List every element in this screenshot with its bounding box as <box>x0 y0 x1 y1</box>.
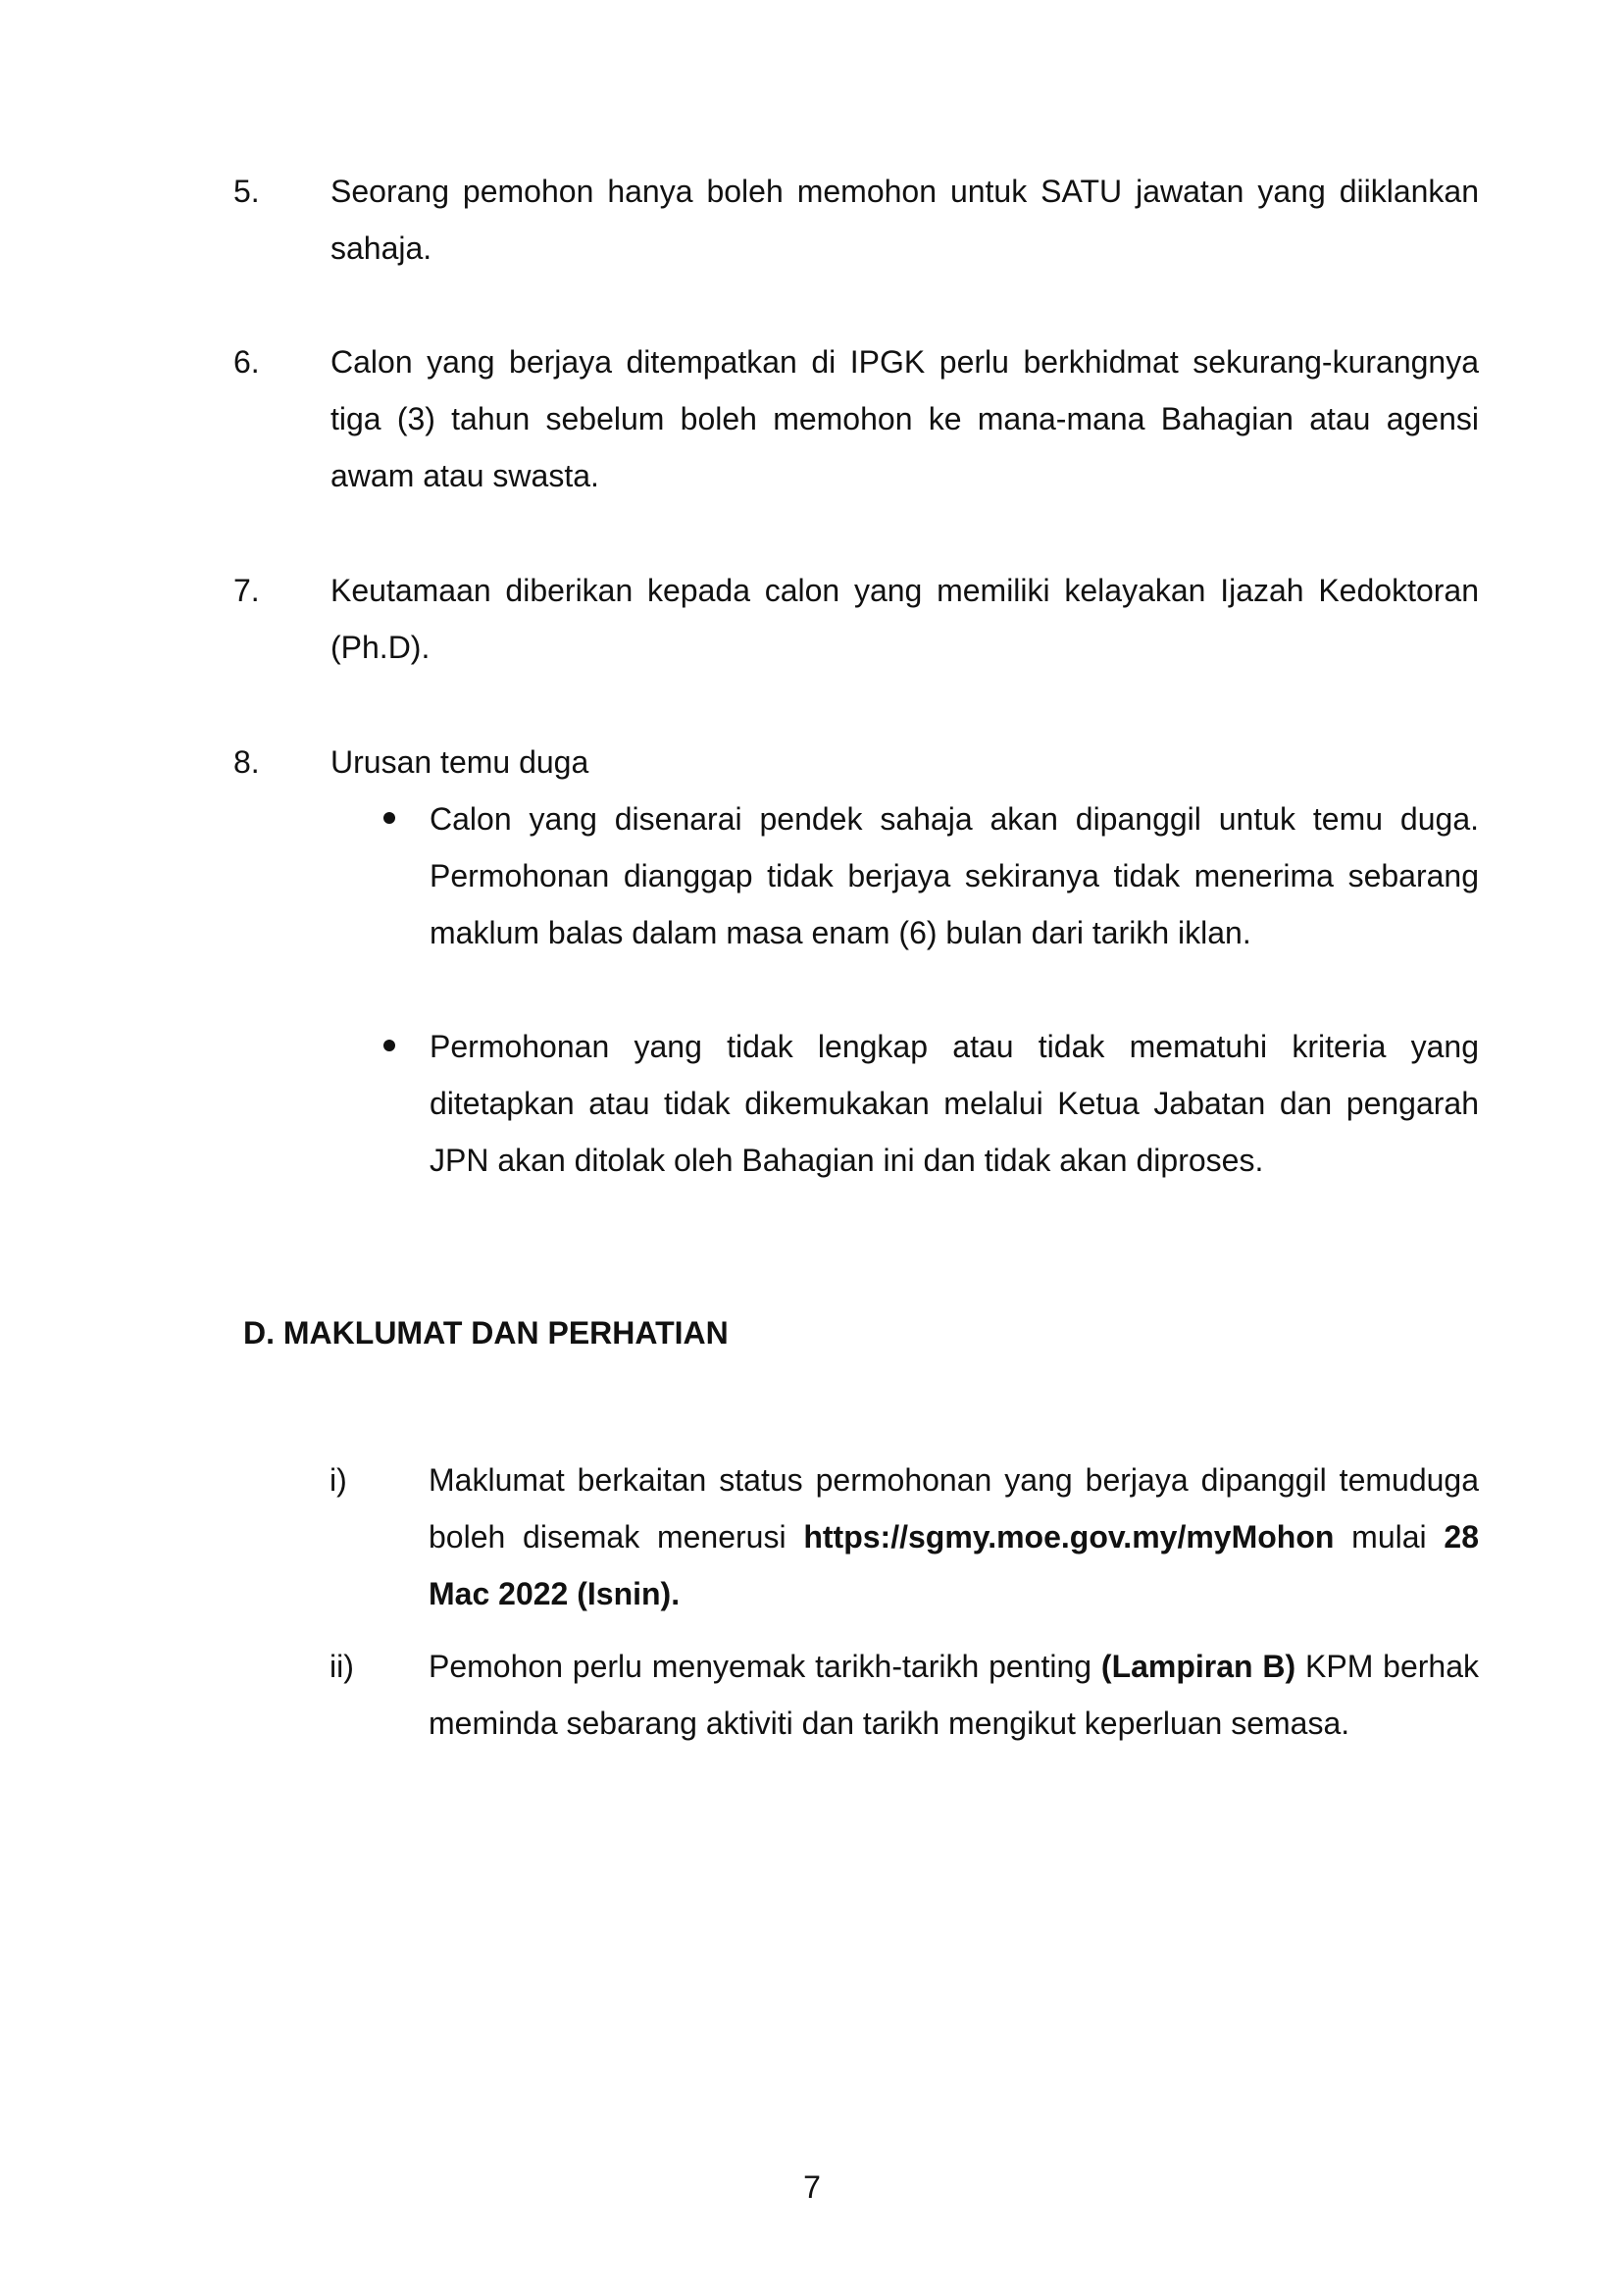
bullet-text: Calon yang disenarai pendek sahaja akan dipanggil untuk temu duga. Permohonan dianggap tidak berjaya sekiranya tidak menerima sebarang maklum balas dalam masa enam (6) bulan dari tarikh iklan. <box>430 801 1479 950</box>
list-item-6 <box>233 333 1479 504</box>
item-text: Keutamaan diberikan kepada calon yang memiliki kelayakan Ijazah Kedoktoran (Ph.D). <box>330 573 1479 665</box>
sub-item-number: i) <box>330 1462 347 1498</box>
reference-text: (Lampiran B) <box>1100 1649 1296 1684</box>
text-segment: KPM berhak meminda sebarang aktiviti dan tarikh mengikut keperluan semasa. <box>429 1649 1480 1741</box>
url-text: https://sgmy.moe.gov.my/myMohon <box>803 1519 1335 1555</box>
list-item-8 <box>233 734 1479 1220</box>
list-item-5 <box>233 163 1479 277</box>
item-number: 8. <box>233 744 260 780</box>
bullet-text: Permohonan yang tidak lengkap atau tidak mematuhi kriteria yang ditetapkan atau tidak dikemukakan melalui Ketua Jabatan dan pengarah JPN akan ditolak oleh Bahagian ini dan tidak akan diproses. <box>430 1029 1479 1178</box>
section-heading: D. MAKLUMAT DAN PERHATIAN <box>243 1315 729 1351</box>
sub-item-number: ii) <box>330 1649 354 1684</box>
list-item-7 <box>233 562 1479 676</box>
item-number: 7. <box>233 573 260 608</box>
sub-item-text <box>429 1638 1479 1752</box>
date-text: 28 Mac 2022 (Isnin). <box>429 1519 1480 1611</box>
sub-item-ii <box>330 1638 1479 1752</box>
bullet-item <box>330 1018 1479 1189</box>
item-number: 6. <box>233 344 260 380</box>
text-segment: Maklumat berkaitan status permohonan yang berjaya dipanggil temuduga boleh disemak menerusi <box>429 1462 1479 1555</box>
text-segment: Pemohon perlu menyemak tarikh-tarikh penting <box>429 1649 1101 1684</box>
bullet-item <box>330 790 1479 961</box>
bullet-dot-icon <box>383 812 395 824</box>
item-text: Urusan temu duga <box>330 744 589 780</box>
bullet-list <box>330 790 1479 1189</box>
item-number: 5. <box>233 174 260 209</box>
page-number: 7 <box>803 2169 821 2205</box>
sub-item-i <box>330 1452 1479 1622</box>
sub-item-text <box>429 1452 1479 1622</box>
text-segment: mulai <box>1334 1519 1445 1555</box>
item-text: Seorang pemohon hanya boleh memohon untuk SATU jawatan yang diiklankan sahaja. <box>330 174 1479 266</box>
bullet-dot-icon <box>383 1040 395 1051</box>
item-text: Calon yang berjaya ditempatkan di IPGK perlu berkhidmat sekurang-kurangnya tiga (3) tahun sebelum boleh memohon ke mana-mana Bahagian atau agensi awam atau swasta. <box>330 344 1479 493</box>
